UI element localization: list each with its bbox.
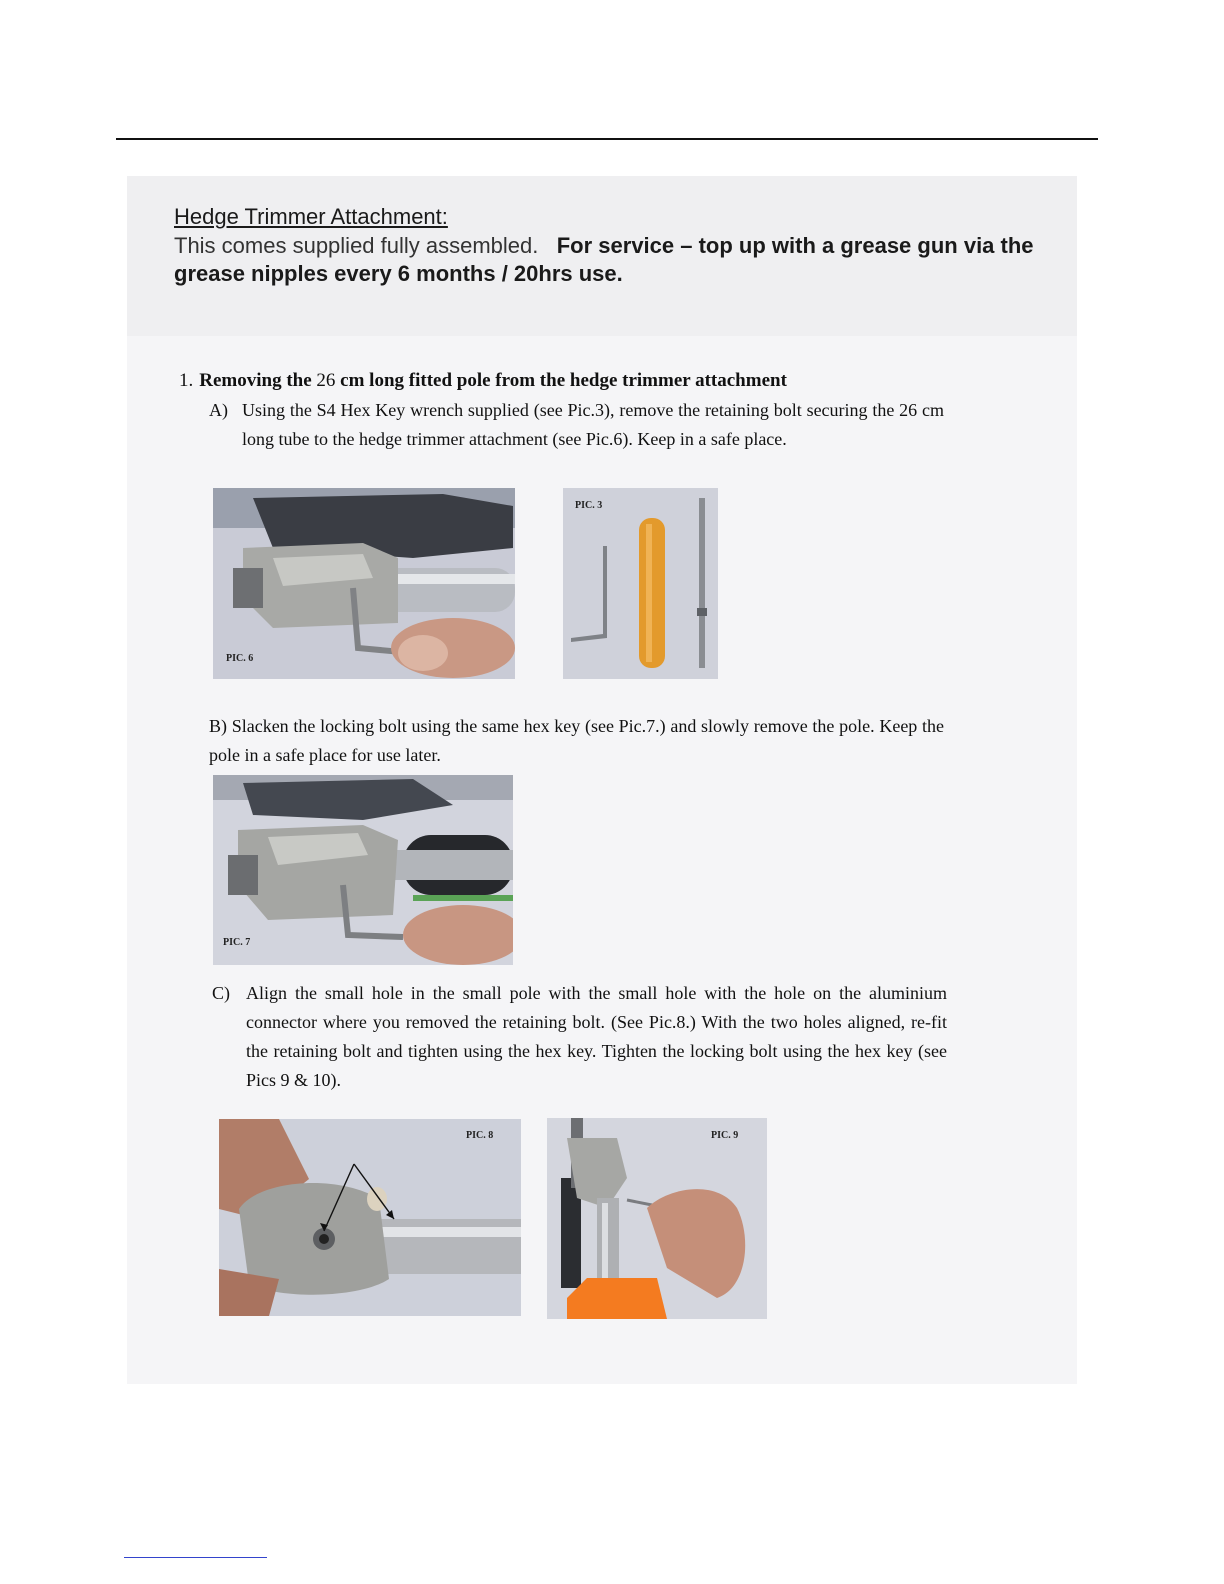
pic-8-illustration — [219, 1119, 521, 1316]
section-title: Hedge Trimmer Attachment: — [174, 204, 448, 229]
footnote-rule — [124, 1557, 267, 1558]
pic-9-label: PIC. 9 — [711, 1130, 739, 1141]
pic-8-photo — [219, 1119, 521, 1316]
intro-paragraph — [174, 232, 1044, 288]
step-title-number: 26 — [316, 370, 336, 391]
step-a-letter: A) — [209, 400, 228, 420]
step-c-paragraph — [212, 979, 947, 1095]
step-b-text: B) Slacken the locking bolt using the same hex key (see Pic.7.) and slowly remove the pole. Keep the pole in a safe place for use later. — [209, 716, 944, 765]
step-c-letter: C) — [212, 983, 230, 1003]
pic-8-label: PIC. 8 — [466, 1130, 494, 1141]
pic-6-photo — [213, 488, 515, 679]
pic-7-illustration — [213, 775, 513, 965]
step-title-part2: cm long fitted pole from the hedge trimmer attachment — [340, 370, 787, 391]
pic-3-illustration — [563, 488, 718, 679]
step-b-paragraph — [209, 712, 944, 770]
pic-3-photo — [563, 488, 718, 679]
step-heading — [179, 370, 787, 392]
step-c-text: Align the small hole in the small pole with the small hole with the hole on the aluminium connector where you removed the retaining bolt. (See Pic.8.) With the two holes aligned, re-fit the retaining bolt and tighten using the hex key. Tighten the locking bolt using the hex key (see Pics 9 & 10). — [246, 983, 947, 1090]
pic-7-label: PIC. 7 — [223, 937, 251, 948]
step-a-text: Using the S4 Hex Key wrench supplied (see Pic.3), remove the retaining bolt securing the 26 cm long tube to the hedge trimmer attachment (see Pic.6). Keep in a safe place. — [242, 400, 944, 449]
pic-9-illustration — [547, 1118, 767, 1319]
step-number: 1. — [179, 370, 194, 391]
step-a-paragraph — [209, 396, 944, 454]
pic-6-illustration — [213, 488, 515, 679]
step-title-part1: Removing the — [199, 370, 312, 391]
intro-service-note: For service – top up with a grease gun via the grease nipples every 6 months / 20hrs use. — [174, 233, 1034, 286]
pic-6-label: PIC. 6 — [226, 653, 254, 664]
pic-3-label: PIC. 3 — [575, 500, 603, 511]
header-rule — [116, 138, 1098, 140]
intro-plain-text: This comes supplied fully assembled. — [174, 233, 539, 258]
pic-7-photo — [213, 775, 513, 965]
pic-9-photo — [547, 1118, 767, 1319]
